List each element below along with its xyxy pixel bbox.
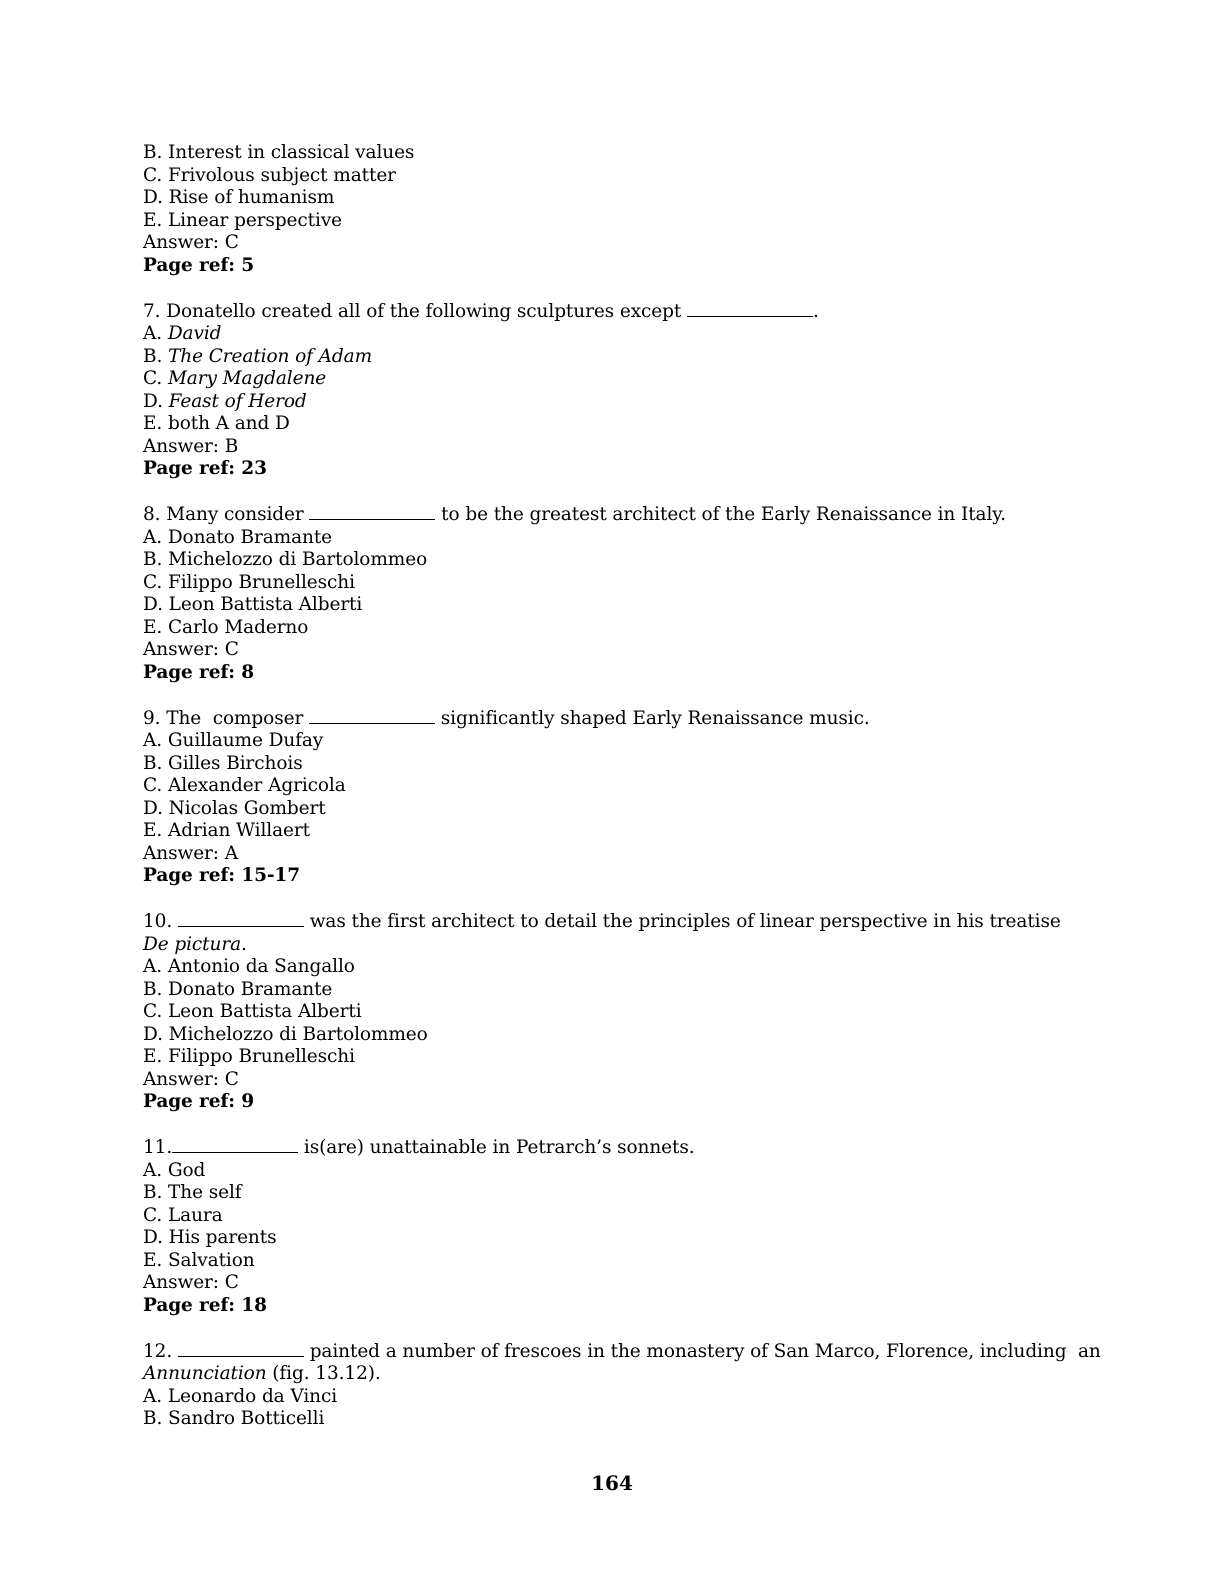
question-stem: 10. was the first architect to detail the principles of linear perspective in his treatise	[143, 911, 1061, 932]
option-c: C. Leon Battista Alberti	[143, 1001, 362, 1022]
answer: Answer: B	[143, 435, 239, 457]
question-stem: 12. painted a number of frescoes in the monastery of San Marco, Florence, including an	[143, 1340, 1101, 1362]
option-e: E. both A and D	[143, 413, 290, 434]
option-e: E. Adrian Willaert	[143, 820, 310, 841]
question-stem: 9. The composer significantly shaped Early Renaissance music.	[143, 707, 870, 729]
page-ref: Page ref: 8	[143, 661, 255, 683]
option-b: B. The self	[143, 1182, 242, 1203]
question-stem-line-2: Annunciation (fig. 13.12).	[143, 1363, 381, 1384]
option-a: A. Guillaume Dufay	[143, 730, 324, 751]
answer: Answer: C	[143, 639, 239, 660]
page-number: 164	[591, 1471, 633, 1495]
option-e: E. Carlo Maderno	[143, 616, 309, 638]
option-d: D. Nicolas Gombert	[143, 797, 326, 819]
question-8	[143, 503, 1103, 684]
question-stem-line-2: De pictura.	[143, 933, 247, 955]
page-ref: Page ref: 9	[143, 1091, 255, 1112]
page-ref: Page ref: 18	[143, 1294, 267, 1316]
answer: Answer: A	[143, 842, 238, 864]
answer-blank	[309, 707, 435, 724]
option-c: C. Laura	[143, 1204, 223, 1226]
option-e: E. Filippo Brunelleschi	[143, 1046, 355, 1067]
option-d: D. Leon Battista Alberti	[143, 594, 363, 615]
option-a: A. God	[143, 1159, 206, 1181]
option-a: A. Leonardo da Vinci	[143, 1385, 338, 1407]
question-stem: 11. is(are) unattainable in Petrarch’s sonnets.	[143, 1137, 695, 1158]
option-c: C. Frivolous subject matter	[143, 164, 396, 186]
option-a: A. Antonio da Sangallo	[143, 956, 355, 977]
question-stem: 8. Many consider to be the greatest architect of the Early Renaissance in Italy.	[143, 504, 1006, 525]
question-11	[143, 1136, 1103, 1317]
page-ref: Page ref: 5	[143, 254, 255, 276]
answer: Answer: C	[143, 1068, 239, 1090]
answer-blank	[178, 1340, 304, 1357]
option-c: C. Mary Magdalene	[143, 368, 327, 389]
question-stem: 7. Donatello created all of the following sculptures except .	[143, 300, 819, 322]
option-a: A. David	[143, 323, 222, 344]
option-c: C. Alexander Agricola	[143, 775, 346, 796]
option-b: B. Donato Bramante	[143, 978, 333, 1000]
page-ref: Page ref: 15-17	[143, 865, 300, 886]
option-d: D. Rise of humanism	[143, 187, 335, 208]
option-b: B. Sandro Botticelli	[143, 1408, 325, 1429]
question-9	[143, 707, 1103, 888]
answer: Answer: C	[143, 1272, 239, 1293]
option-d: D. Michelozzo di Bartolommeo	[143, 1023, 428, 1045]
page-ref: Page ref: 23	[143, 458, 267, 479]
option-e: E. Salvation	[143, 1249, 255, 1271]
document-page	[143, 142, 1103, 1431]
option-d: D. Feast of Herod	[143, 390, 307, 412]
option-e: E. Linear perspective	[143, 209, 343, 231]
option-b: B. Gilles Birchois	[143, 752, 303, 774]
answer-blank	[687, 300, 813, 317]
option-d: D. His parents	[143, 1227, 277, 1248]
option-a: A. Donato Bramante	[143, 526, 333, 548]
option-c: C. Filippo Brunelleschi	[143, 571, 355, 593]
answer: Answer: C	[143, 232, 239, 253]
question-6	[143, 142, 1103, 277]
question-7	[143, 300, 1103, 481]
answer-blank	[178, 910, 304, 927]
option-b: B. The Creation of Adam	[143, 345, 373, 367]
option-b: B. Interest in classical values	[143, 142, 415, 163]
answer-blank	[309, 503, 435, 520]
question-12	[143, 1340, 1103, 1431]
question-10	[143, 910, 1103, 1114]
answer-blank	[172, 1136, 298, 1153]
option-b: B. Michelozzo di Bartolommeo	[143, 549, 428, 570]
